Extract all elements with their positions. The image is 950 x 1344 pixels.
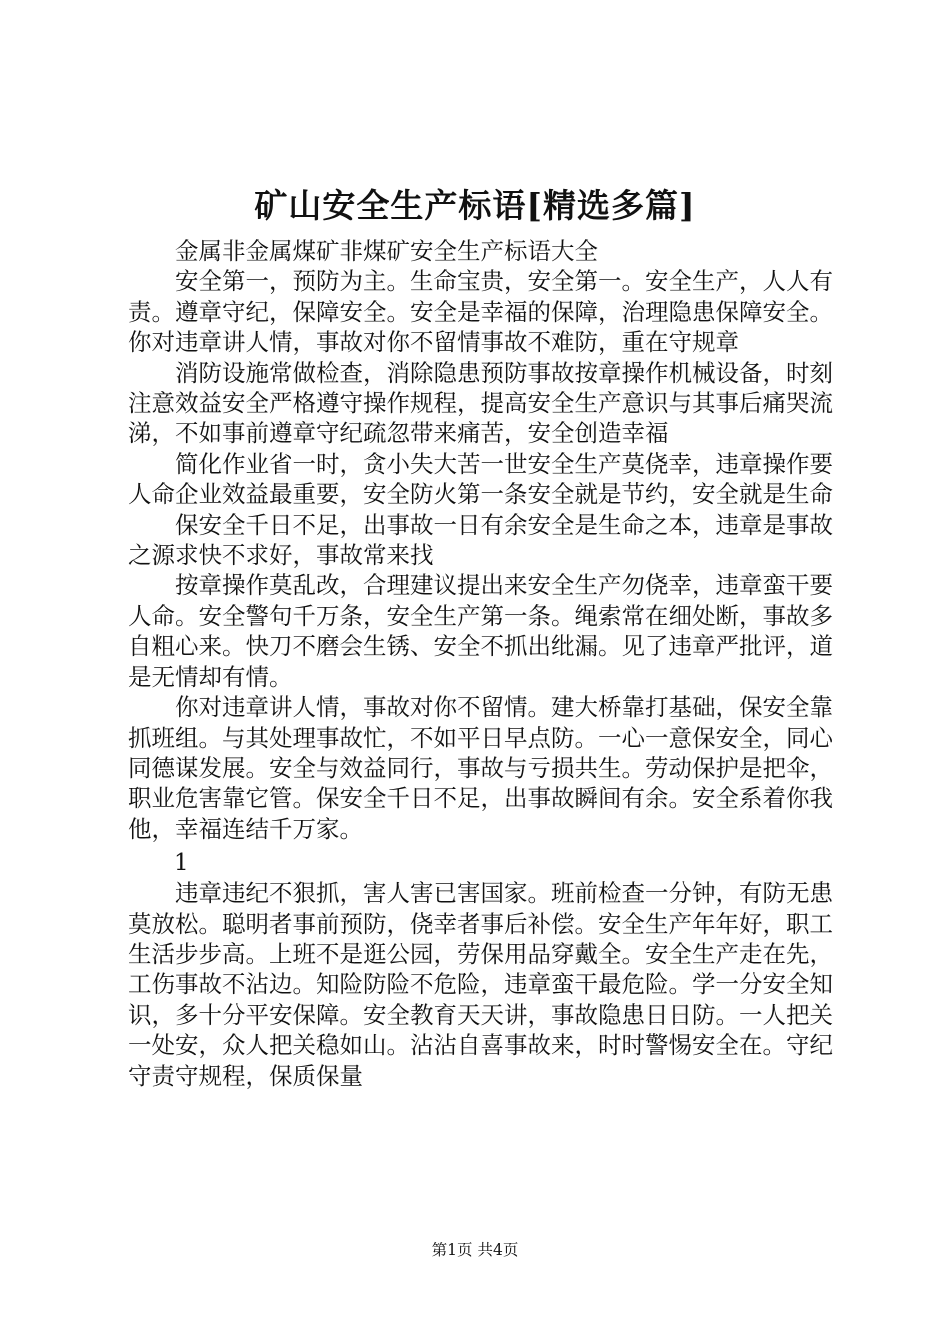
paragraph-subtitle: 金属非金属煤矿非煤矿安全生产标语大全: [175, 237, 598, 265]
paragraph: 消防设施常做检查，消除隐患预防事故按章操作机械设备，时刻注意效益安全严格遵守操作规程，提高安全生产意识与其事后痛哭流涕，不如事前遵章守纪疏忽带来痛苦，安全创造幸福: [128, 358, 833, 448]
document-body: [128, 236, 833, 1091]
paragraph-continuation: 违章违纪不狠抓，害人害已害国家。班前检查一分钟，有防无患莫放松。聪明者事前预防，侥幸者事后补偿。安全生产年年好，职工生活步步高。上班不是逛公园，劳保用品穿戴全。安全生产走在先，工伤事故不沾边。知险防险不危险，违章蛮干最危险。学一分安全知识，多十分平安保障。安全教育天天讲，事故隐患日日防。一人把关一处安，众人把关稳如山。沾沾自喜事故来，时时警惕安全在。守纪守责守规程，保质保量: [128, 879, 833, 1090]
page-title: 矿山安全生产标语[精选多篇]: [254, 186, 696, 225]
paragraph: 简化作业省一时，贪小失大苦一世安全生产莫侥幸，违章操作要人命企业效益最重要，安全防火第一条安全就是节约，安全就是生命: [128, 449, 833, 509]
paragraph: 保安全千日不足，出事故一日有余安全是生命之本，违章是事故之源求快不求好，事故常来找: [128, 510, 833, 570]
page-footer: 第1页 共4页: [431, 1241, 519, 1259]
paragraph: 你对违章讲人情，事故对你不留情。建大桥靠打基础，保安全靠抓班组。与其处理事故忙，不如平日早点防。一心一意保安全，同心同德谋发展。安全与效益同行，事故与亏损共生。劳动保护是把伞，职业危害靠它管。保安全千日不足，出事故瞬间有余。安全系着你我他，幸福连结千万家。: [128, 693, 833, 843]
paragraph: 按章操作莫乱改，合理建议提出来安全生产勿侥幸，违章蛮干要人命。安全警句千万条，安全生产第一条。绳索常在细处断，事故多自粗心来。快刀不磨会生锈、安全不抓出纰漏。见了违章严批评，道是无情却有情。: [128, 571, 833, 691]
page-number-marker: 1: [174, 850, 189, 877]
paragraph: 安全第一，预防为主。生命宝贵，安全第一。安全生产，人人有责。遵章守纪，保障安全。安全是幸福的保障，治理隐患保障安全。你对违章讲人情，事故对你不留情事故不难防，重在守规章: [128, 267, 833, 357]
